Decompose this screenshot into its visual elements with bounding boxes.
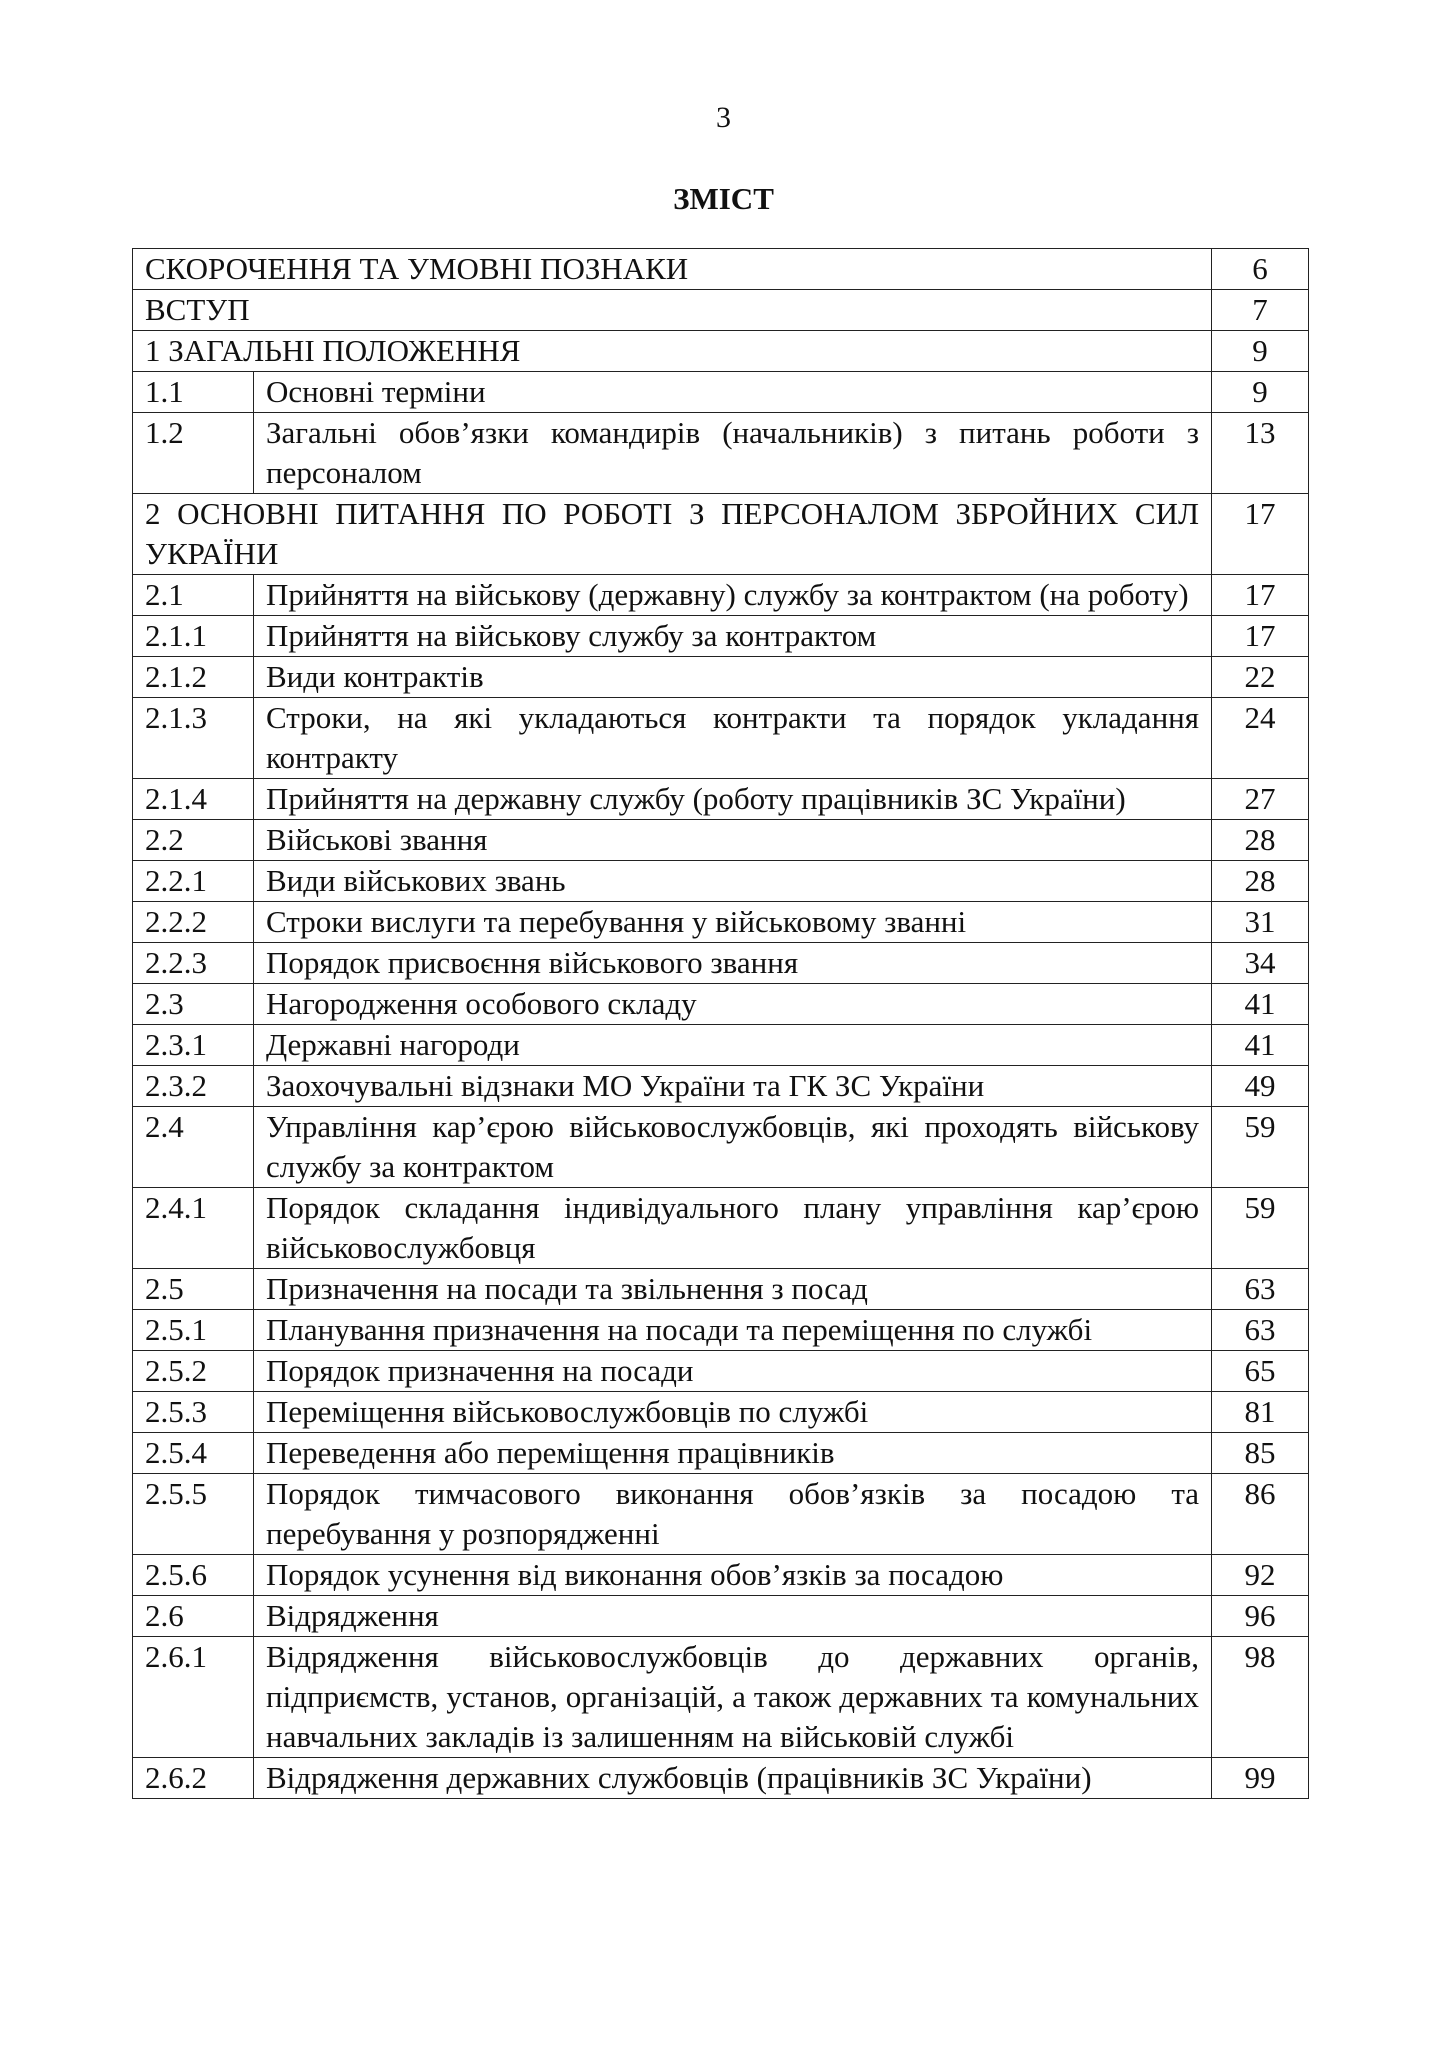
toc-item-number: 2.1.4: [133, 779, 254, 820]
toc-row: [133, 984, 1309, 1025]
toc-section-title: ВСТУП: [133, 290, 1212, 331]
toc-item-number: 2.5.4: [133, 1433, 254, 1474]
toc-page-number: 98: [1212, 1637, 1309, 1758]
toc-item-title: Переміщення військовослужбовців по службі: [254, 1392, 1212, 1433]
toc-row: [133, 1637, 1309, 1758]
toc-item-number: 2.5.6: [133, 1555, 254, 1596]
toc-page-number: 7: [1212, 290, 1309, 331]
toc-item-number: 2.3.1: [133, 1025, 254, 1066]
toc-item-title: Управління кар’єрою військовослужбовців, які проходять військову службу за контрактом: [254, 1107, 1212, 1188]
toc-row: [133, 372, 1309, 413]
toc-item-number: 2.5.1: [133, 1310, 254, 1351]
toc-item-title: Порядок тимчасового виконання обов’язків за посадою та перебування у розпорядженні: [254, 1474, 1212, 1555]
toc-row: [133, 290, 1309, 331]
toc-page-number: 17: [1212, 494, 1309, 575]
toc-item-number: 2.4.1: [133, 1188, 254, 1269]
toc-row: [133, 861, 1309, 902]
toc-item-number: 2.3: [133, 984, 254, 1025]
toc-page-number: 59: [1212, 1188, 1309, 1269]
toc-page-number: 86: [1212, 1474, 1309, 1555]
toc-page-number: 13: [1212, 413, 1309, 494]
toc-item-title: Переведення або переміщення працівників: [254, 1433, 1212, 1474]
toc-item-title: Види військових звань: [254, 861, 1212, 902]
toc-body: [133, 249, 1309, 1799]
toc-row: [133, 575, 1309, 616]
toc-row: [133, 820, 1309, 861]
toc-item-title: Порядок усунення від виконання обов’язків за посадою: [254, 1555, 1212, 1596]
toc-item-title: Прийняття на військову (державну) службу за контрактом (на роботу): [254, 575, 1212, 616]
toc-item-number: 2.5.5: [133, 1474, 254, 1555]
toc-item-title: Основні терміни: [254, 372, 1212, 413]
toc-row: [133, 331, 1309, 372]
toc-row: [133, 657, 1309, 698]
toc-item-number: 2.6.2: [133, 1758, 254, 1799]
toc-page-number: 6: [1212, 249, 1309, 290]
toc-row: [133, 1555, 1309, 1596]
toc-page-number: 34: [1212, 943, 1309, 984]
toc-item-number: 2.6.1: [133, 1637, 254, 1758]
toc-row: [133, 1392, 1309, 1433]
toc-item-title: Загальні обов’язки командирів (начальників) з питань роботи з персоналом: [254, 413, 1212, 494]
toc-item-title: Порядок складання індивідуального плану управління кар’єрою військовослужбовця: [254, 1188, 1212, 1269]
page-title: ЗМІСТ: [673, 181, 774, 216]
toc-page-number: 17: [1212, 575, 1309, 616]
toc-page-number: 9: [1212, 372, 1309, 413]
toc-item-number: 2.2.2: [133, 902, 254, 943]
toc-page-number: 59: [1212, 1107, 1309, 1188]
toc-item-title: Відрядження військовослужбовців до державних органів, підприємств, установ, організацій, а також державних та комунальних навчальних закладів із залишенням на військовій службі: [254, 1637, 1212, 1758]
toc-page-number: 28: [1212, 820, 1309, 861]
toc-page-number: 63: [1212, 1269, 1309, 1310]
toc-row: [133, 413, 1309, 494]
toc-section-title: 2 ОСНОВНІ ПИТАННЯ ПО РОБОТІ З ПЕРСОНАЛОМ ЗБРОЙНИХ СИЛ УКРАЇНИ: [133, 494, 1212, 575]
toc-item-title: Державні нагороди: [254, 1025, 1212, 1066]
toc-item-title: Заохочувальні відзнаки МО України та ГК ЗС України: [254, 1066, 1212, 1107]
toc-row: [133, 902, 1309, 943]
toc-page-number: 22: [1212, 657, 1309, 698]
toc-item-number: 2.6: [133, 1596, 254, 1637]
toc-item-title: Військові звання: [254, 820, 1212, 861]
toc-row: [133, 616, 1309, 657]
toc-page-number: 27: [1212, 779, 1309, 820]
toc-row: [133, 779, 1309, 820]
toc-row: [133, 1433, 1309, 1474]
toc-item-number: 2.3.2: [133, 1066, 254, 1107]
toc-item-number: 2.1.1: [133, 616, 254, 657]
toc-row: [133, 494, 1309, 575]
toc-item-number: 2.5: [133, 1269, 254, 1310]
toc-page-number: 92: [1212, 1555, 1309, 1596]
toc-row: [133, 1474, 1309, 1555]
toc-item-title: Призначення на посади та звільнення з посад: [254, 1269, 1212, 1310]
toc-item-title: Прийняття на військову службу за контрактом: [254, 616, 1212, 657]
toc-section-title: 1 ЗАГАЛЬНІ ПОЛОЖЕННЯ: [133, 331, 1212, 372]
toc-item-title: Відрядження: [254, 1596, 1212, 1637]
toc-row: [133, 1758, 1309, 1799]
toc-item-title: Порядок призначення на посади: [254, 1351, 1212, 1392]
toc-item-number: 2.2.1: [133, 861, 254, 902]
table-of-contents: [132, 248, 1309, 1799]
toc-row: [133, 1596, 1309, 1637]
toc-item-title: Відрядження державних службовців (працівників ЗС України): [254, 1758, 1212, 1799]
toc-item-number: 2.4: [133, 1107, 254, 1188]
toc-item-title: Нагородження особового складу: [254, 984, 1212, 1025]
toc-row: [133, 1188, 1309, 1269]
toc-item-number: 2.1.2: [133, 657, 254, 698]
toc-row: [133, 698, 1309, 779]
toc-page-number: 17: [1212, 616, 1309, 657]
toc-item-title: Види контрактів: [254, 657, 1212, 698]
toc-row: [133, 1310, 1309, 1351]
toc-item-title: Планування призначення на посади та переміщення по службі: [254, 1310, 1212, 1351]
toc-page-number: 85: [1212, 1433, 1309, 1474]
toc-row: [133, 1107, 1309, 1188]
toc-page-number: 49: [1212, 1066, 1309, 1107]
toc-row: [133, 1269, 1309, 1310]
toc-page-number: 31: [1212, 902, 1309, 943]
toc-row: [133, 1025, 1309, 1066]
toc-item-number: 2.2.3: [133, 943, 254, 984]
toc-page-number: 81: [1212, 1392, 1309, 1433]
page-number: 3: [716, 101, 731, 134]
toc-page-number: 9: [1212, 331, 1309, 372]
toc-item-number: 2.1: [133, 575, 254, 616]
toc-item-number: 1.2: [133, 413, 254, 494]
toc-item-title: Порядок присвоєння військового звання: [254, 943, 1212, 984]
toc-item-title: Прийняття на державну службу (роботу працівників ЗС України): [254, 779, 1212, 820]
toc-row: [133, 1066, 1309, 1107]
toc-item-number: 2.5.2: [133, 1351, 254, 1392]
toc-item-number: 1.1: [133, 372, 254, 413]
toc-row: [133, 1351, 1309, 1392]
toc-item-number: 2.1.3: [133, 698, 254, 779]
toc-row: [133, 943, 1309, 984]
toc-page-number: 99: [1212, 1758, 1309, 1799]
toc-page-number: 41: [1212, 984, 1309, 1025]
toc-page-number: 65: [1212, 1351, 1309, 1392]
toc-item-title: Строки вислуги та перебування у військовому званні: [254, 902, 1212, 943]
toc-page-number: 28: [1212, 861, 1309, 902]
toc-page-number: 63: [1212, 1310, 1309, 1351]
toc-item-number: 2.2: [133, 820, 254, 861]
toc-page-number: 41: [1212, 1025, 1309, 1066]
toc-page-number: 24: [1212, 698, 1309, 779]
toc-item-number: 2.5.3: [133, 1392, 254, 1433]
toc-page-number: 96: [1212, 1596, 1309, 1637]
toc-section-title: СКОРОЧЕННЯ ТА УМОВНІ ПОЗНАКИ: [133, 249, 1212, 290]
toc-item-title: Строки, на які укладаються контракти та порядок укладання контракту: [254, 698, 1212, 779]
toc-row: [133, 249, 1309, 290]
